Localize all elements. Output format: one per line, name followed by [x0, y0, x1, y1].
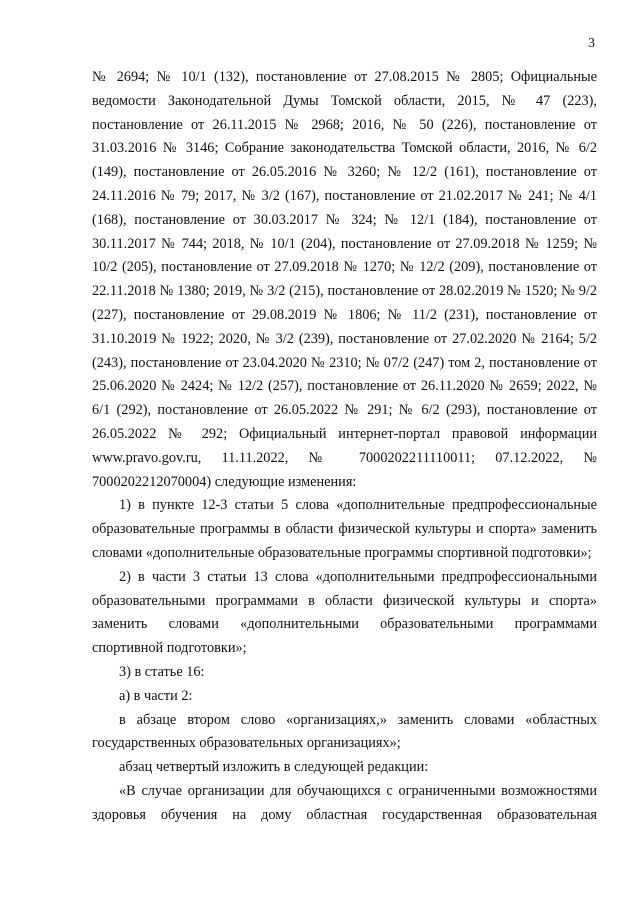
document-body — [92, 66, 597, 828]
paragraph-item-3a-abzac-2: в абзаце втором слово «организациях,» заменить словами «областных государственных образовательных организациях»; — [92, 711, 597, 752]
paragraph-item-1: 1) в пункте 12-3 статьи 5 слова «дополнительные предпрофессиональные образовательные программы в области физической культуры и спорта» заменить словами «дополнительные образовательные программы спортивной подготовки»; — [92, 497, 597, 561]
page-number: 3 — [588, 36, 595, 51]
paragraph-item-3a-abzac-4: абзац четвертый изложить в следующей редакции: — [119, 759, 429, 776]
paragraph-item-2: 2) в части 3 статьи 13 слова «дополнительными предпрофессиональными образовательными программами в области физической культуры и спорта» заменить словами «дополнительными образовательными программами спортивной подготовки»; — [92, 568, 597, 657]
paragraph-opening: № 2694; № 10/1 (132), постановление от 27.08.2015 № 2805; Официальные ведомости Законодательной Думы Томской области, 2015, № 47 (223), постановление от 26.11.2015 № 2968; 2016, № 50 (226), постановление от 31.03.2016 № 3146; Собрание законодательства Томской области, 2016, № 6/2 (149), постановление от 26.05.2016 № 3260; № 12/2 (161), постановление от 24.11.2016 № 79; 2017, № 3/2 (167), постановление от 21.02.2017 № 241; № 4/1 (168), постановление от 30.03.2017 № 324; № 12/1 (184), постановление от 30.11.2017 № 744; 2018, № 10/1 (204), постановление от 27.09.2018 № 1259; № 10/2 (205), постановление от 27.09.2018 № 1270; № 12/2 (209), постановление от 22.11.2018 № 1380; 2019, № 3/2 (215), постановление от 28.02.2019 № 1520; № 9/2 (227), постановление от 29.08.2019 № 1806; № 11/2 (231), постановление от 31.10.2019 № 1922; 2020, № 3/2 (239), постановление от 27.02.2020 № 2164; 5/2 (243), постановление от 23.04.2020 № 2310; № 07/2 (247) том 2, постановление от 25.06.2020 № 2424; № 12/2 (257), постановление от 26.11.2020 № 2659; 2022, № 6/1 (292), постановление от 26.05.2022 № 291; № 6/2 (293), постановление от 26.05.2022 № 292; Официальный интернет-портал правовой информации www.pravo.gov.ru, 11.11.2022, № 7000202211110011; 07.12.2022, № 7000202212070004) следующие изменения: — [92, 69, 597, 490]
paragraph-item-3: 3) в статье 16: — [119, 663, 205, 680]
paragraph-item-3a: а) в части 2: — [119, 687, 193, 704]
paragraph-quote-start: «В случае организации для обучающихся с ограниченными возможностями здоровья обучения на дому областная государственная образовательная — [92, 782, 597, 823]
